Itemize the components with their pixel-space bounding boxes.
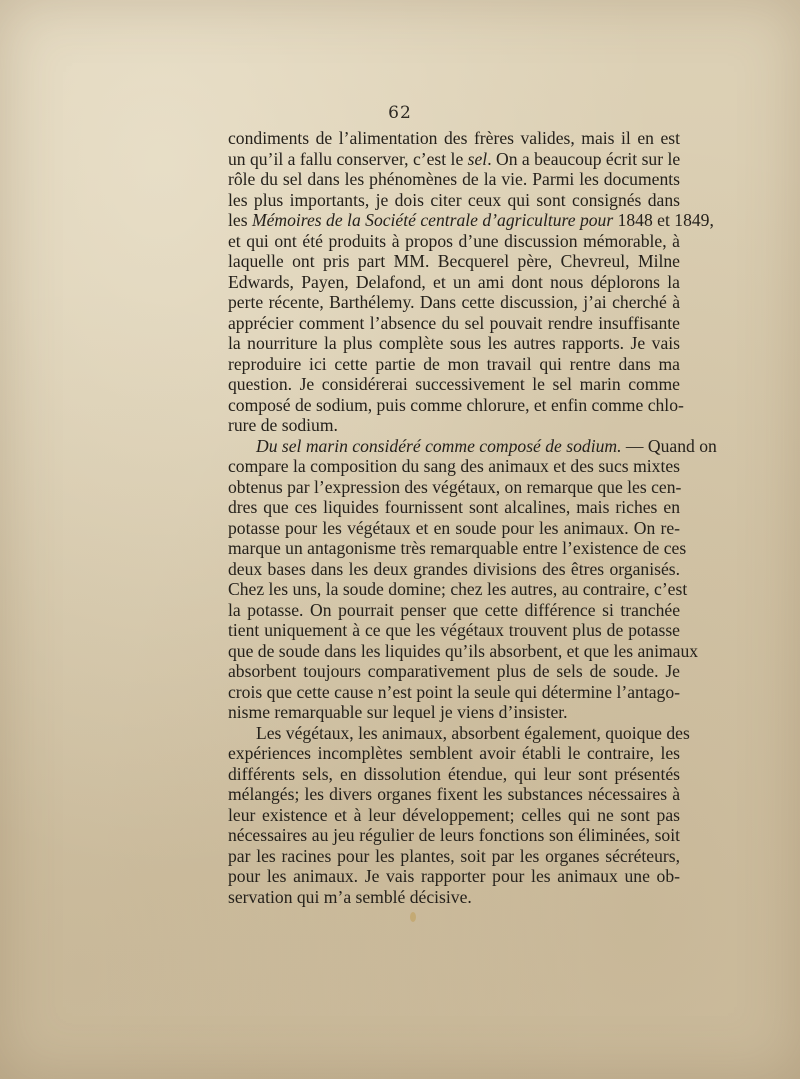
text-line: compare la composition du sang des animaux et des sucs mixtes xyxy=(228,456,680,476)
text-line: tient uniquement à ce que les végétaux trouvent plus de potasse xyxy=(228,620,680,640)
text-line: leur existence et à leur développement; celles qui ne sont pas xyxy=(228,804,680,825)
text-line: un qu’il a fallu conserver, c’est le sel. On a beaucoup écrit sur le xyxy=(228,148,681,169)
text-line: dres que ces liquides fournissent sont alcalines, mais riches en xyxy=(228,497,680,517)
text-line: rôle du sel dans les phénomènes de la vie. Parmi les documents xyxy=(228,169,680,189)
text-line: condiments de l’alimentation des frères valides, mais il en est xyxy=(228,128,680,148)
text-line: apprécier comment l’absence du sel pouvait rendre insuffisante xyxy=(228,312,680,333)
text-line: marque un antagonisme très remarquable entre l’existence de ces xyxy=(228,538,687,558)
text-line: obtenus par l’expression des végétaux, on remarque que les cen- xyxy=(228,476,682,497)
text-line: différents sels, en dissolution étendue, qui leur sont présentés xyxy=(228,763,680,784)
text-line: nisme remarquable sur lequel je viens d’insister. xyxy=(228,702,568,722)
page-number: 62 xyxy=(388,103,412,123)
text-line: nécessaires au jeu régulier de leurs fonctions son éliminées, soit xyxy=(228,825,680,845)
text-line: la nourriture la plus complète sous les autres rapports. Je vais xyxy=(228,333,680,353)
text-line: que de soude dans les liquides qu’ils absorbent, et que les animaux xyxy=(228,640,699,661)
text-line: Edwards, Payen, Delafond, et un ami dont nous déplorons la xyxy=(228,271,680,292)
paper-stain xyxy=(410,912,416,922)
text-line: pour les animaux. Je vais rapporter pour les animaux une ob- xyxy=(228,866,680,886)
text-line: expériences incomplètes semblent avoir établi le contraire, les xyxy=(228,743,680,763)
text-line: mélangés; les divers organes fixent les substances nécessaires à xyxy=(228,784,680,804)
text-line: et qui ont été produits à propos d’une discussion mémorable, à xyxy=(228,230,680,251)
text-line: perte récente, Barthélemy. Dans cette discussion, j’ai cherché à xyxy=(228,292,680,312)
text-line: Chez les uns, la soude domine; chez les autres, au contraire, c’est xyxy=(228,579,688,599)
text-line: servation qui m’a semblé décisive. xyxy=(228,886,472,907)
text-line: reproduire ici cette partie de mon travail qui rentre dans ma xyxy=(228,353,680,374)
text-line: la potasse. On pourrait penser que cette différence si tranchée xyxy=(228,599,680,620)
text-line: question. Je considérerai successivement le sel marin comme xyxy=(228,374,680,394)
body-text xyxy=(228,128,717,907)
text-line: rure de sodium. xyxy=(228,415,338,435)
text-line: crois que cette cause n’est point la seule qui détermine l’antago- xyxy=(228,681,680,702)
section-heading-line: Du sel marin considéré comme composé de sodium. — Quand on xyxy=(256,435,717,456)
text-line: laquelle ont pris part MM. Becquerel père, Chevreul, Milne xyxy=(228,251,680,271)
text-line: les plus importants, je dois citer ceux qui sont consignés dans xyxy=(228,189,680,210)
text-line: deux bases dans les deux grandes divisions des êtres organisés. xyxy=(228,558,680,579)
text-line: potasse pour les végétaux et en soude pour les animaux. On re- xyxy=(228,517,680,538)
text-line: composé de sodium, puis comme chlorure, et enfin comme chlo- xyxy=(228,394,684,415)
text-line: absorbent toujours comparativement plus de sels de soude. Je xyxy=(228,661,680,681)
text-line: Les végétaux, les animaux, absorbent également, quoique des xyxy=(256,722,690,743)
text-line: les Mémoires de la Société centrale d’agriculture pour 1848 et 1849, xyxy=(228,210,714,230)
text-line: par les racines pour les plantes, soit par les organes sécréteurs, xyxy=(228,845,680,866)
